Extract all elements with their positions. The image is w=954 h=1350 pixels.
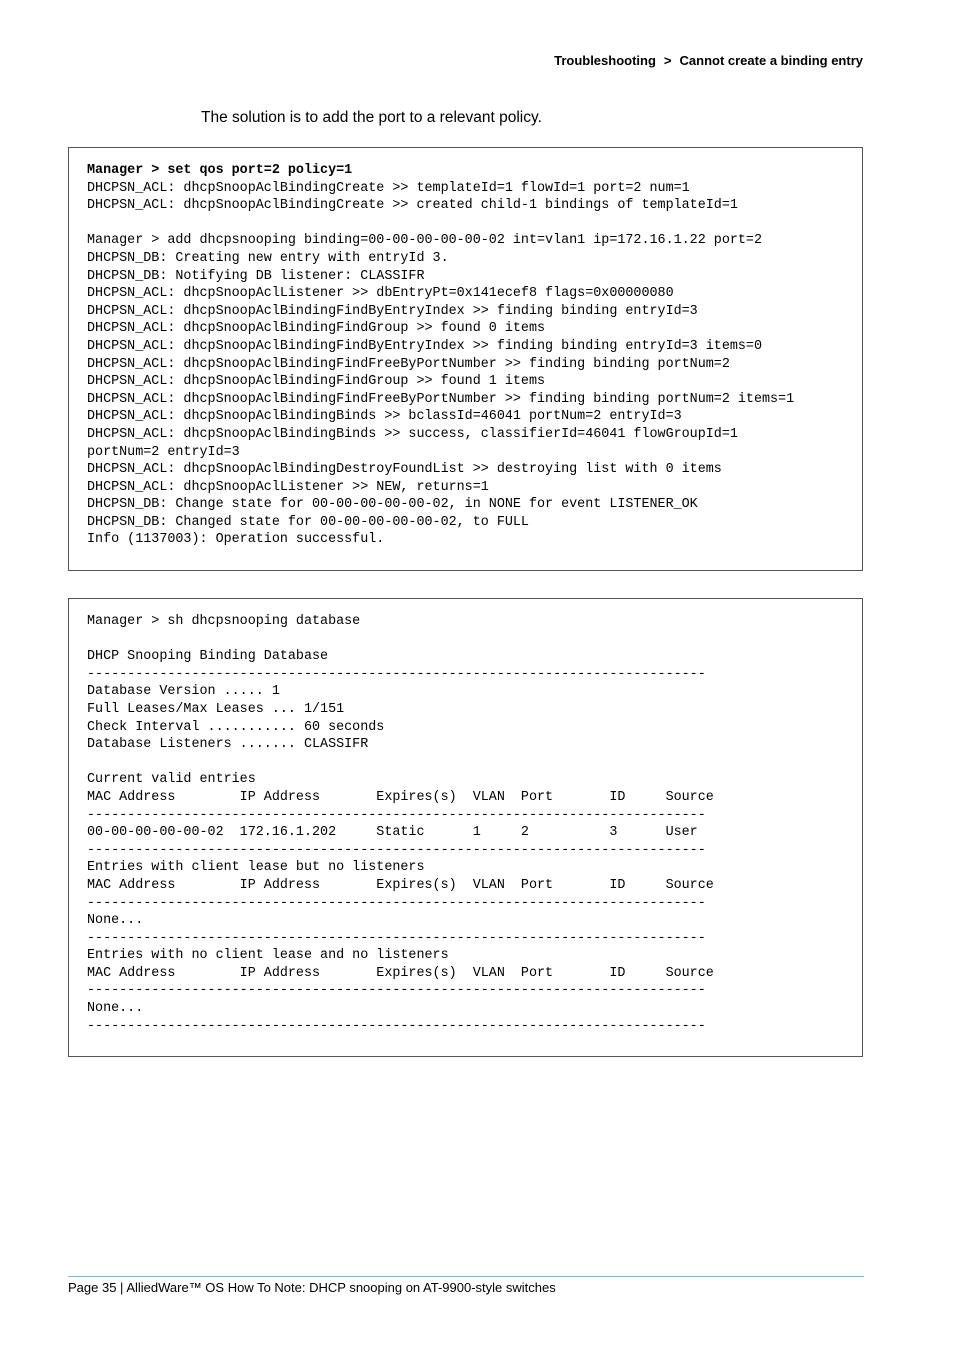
code-line: DHCPSN_DB: Changed state for 00-00-00-00-00-02, to FULL bbox=[87, 514, 529, 530]
code-line: DHCPSN_ACL: dhcpSnoopAclBindingFindGroup >> found 0 items bbox=[87, 321, 546, 337]
code-line: MAC Address IP Address Expires(s) VLAN Port ID Source bbox=[87, 789, 714, 805]
code-block-set-qos bbox=[68, 147, 863, 571]
code-line: Check Interval ........... 60 seconds bbox=[87, 719, 385, 735]
code-line: DHCPSN_ACL: dhcpSnoopAclBindingFindGroup >> found 1 items bbox=[87, 374, 546, 390]
code-line: MAC Address IP Address Expires(s) VLAN Port ID Source bbox=[87, 965, 714, 981]
header-separator: > bbox=[663, 53, 672, 68]
code-line: 00-00-00-00-00-02 172.16.1.202 Static 1 2 3 User bbox=[87, 825, 698, 841]
code-line: Manager > sh dhcpsnooping database bbox=[87, 614, 361, 629]
header-section: Troubleshooting bbox=[554, 53, 656, 68]
running-header bbox=[554, 53, 863, 68]
code-line: ----------------------------------------------------------------------------- bbox=[87, 895, 706, 911]
code-line bbox=[87, 215, 862, 233]
code-line: DHCPSN_ACL: dhcpSnoopAclBindingDestroyFoundList >> destroying list with 0 items bbox=[87, 462, 722, 478]
code-line: DHCPSN_ACL: dhcpSnoopAclBindingFindByEntryIndex >> finding binding entryId=3 bbox=[87, 303, 698, 319]
code-line: DHCPSN_ACL: dhcpSnoopAclBindingCreate >> created child-1 bindings of templateId=1 bbox=[87, 198, 738, 214]
code-line: Current valid entries bbox=[87, 772, 256, 788]
code-block-show-database bbox=[68, 598, 863, 1057]
code-line: DHCPSN_ACL: dhcpSnoopAclListener >> dbEntryPt=0x141ecef8 flags=0x00000080 bbox=[87, 286, 674, 302]
code-line: ----------------------------------------------------------------------------- bbox=[87, 842, 706, 858]
code-line: ----------------------------------------------------------------------------- bbox=[87, 930, 706, 946]
page-footer: Page 35 | AlliedWare™ OS How To Note: DHCP snooping on AT-9900-style switches bbox=[68, 1280, 556, 1295]
intro-paragraph: The solution is to add the port to a relevant policy. bbox=[201, 109, 542, 126]
code-line: Database Version ..... 1 bbox=[87, 684, 280, 700]
code-line: DHCPSN_DB: Creating new entry with entryId 3. bbox=[87, 250, 449, 266]
code-line: DHCPSN_ACL: dhcpSnoopAclBindingFindByEntryIndex >> finding binding entryId=3 items=0 bbox=[87, 338, 762, 354]
code-line bbox=[87, 631, 862, 649]
code-line: DHCP Snooping Binding Database bbox=[87, 649, 329, 665]
code-line: DHCPSN_ACL: dhcpSnoopAclBindingFindFreeByPortNumber >> finding binding portNum=2 bbox=[87, 356, 730, 372]
code-line: ----------------------------------------------------------------------------- bbox=[87, 1018, 706, 1034]
code-line: ----------------------------------------------------------------------------- bbox=[87, 666, 706, 682]
code-line: ----------------------------------------------------------------------------- bbox=[87, 983, 706, 999]
code-line: DHCPSN_ACL: dhcpSnoopAclBindingFindFreeByPortNumber >> finding binding portNum=2 items=1 bbox=[87, 391, 795, 407]
code-line: Manager > set qos port=2 policy=1 bbox=[87, 163, 353, 178]
code-line: DHCPSN_ACL: dhcpSnoopAclBindingBinds >> bclassId=46041 portNum=2 entryId=3 bbox=[87, 409, 682, 425]
code-line: Entries with no client lease and no listeners bbox=[87, 948, 449, 964]
code-line: Info (1137003): Operation successful. bbox=[87, 532, 385, 548]
code-line: DHCPSN_ACL: dhcpSnoopAclBindingBinds >> success, classifierId=46041 flowGroupId=1 bbox=[87, 426, 738, 442]
code-line: None... bbox=[87, 913, 144, 929]
code-line: portNum=2 entryId=3 bbox=[87, 444, 240, 460]
code-line: Manager > add dhcpsnooping binding=00-00-00-00-00-02 int=vlan1 ip=172.16.1.22 port=2 bbox=[87, 233, 762, 249]
footer-rule bbox=[68, 1276, 864, 1277]
code-line: DHCPSN_ACL: dhcpSnoopAclBindingCreate >> templateId=1 flowId=1 port=2 num=1 bbox=[87, 180, 690, 196]
code-line: None... bbox=[87, 1001, 144, 1017]
code-line: Database Listeners ....... CLASSIFR bbox=[87, 737, 369, 753]
header-topic: Cannot create a binding entry bbox=[679, 53, 863, 68]
code-line bbox=[87, 754, 862, 772]
code-line: MAC Address IP Address Expires(s) VLAN Port ID Source bbox=[87, 877, 714, 893]
code-line: Full Leases/Max Leases ... 1/151 bbox=[87, 701, 345, 717]
code-line: DHCPSN_DB: Notifying DB listener: CLASSIFR bbox=[87, 268, 425, 284]
code-line: DHCPSN_ACL: dhcpSnoopAclListener >> NEW, returns=1 bbox=[87, 479, 489, 495]
code-line: DHCPSN_DB: Change state for 00-00-00-00-00-02, in NONE for event LISTENER_OK bbox=[87, 497, 698, 513]
code-line: ----------------------------------------------------------------------------- bbox=[87, 807, 706, 823]
code-line: Entries with client lease but no listeners bbox=[87, 860, 425, 876]
